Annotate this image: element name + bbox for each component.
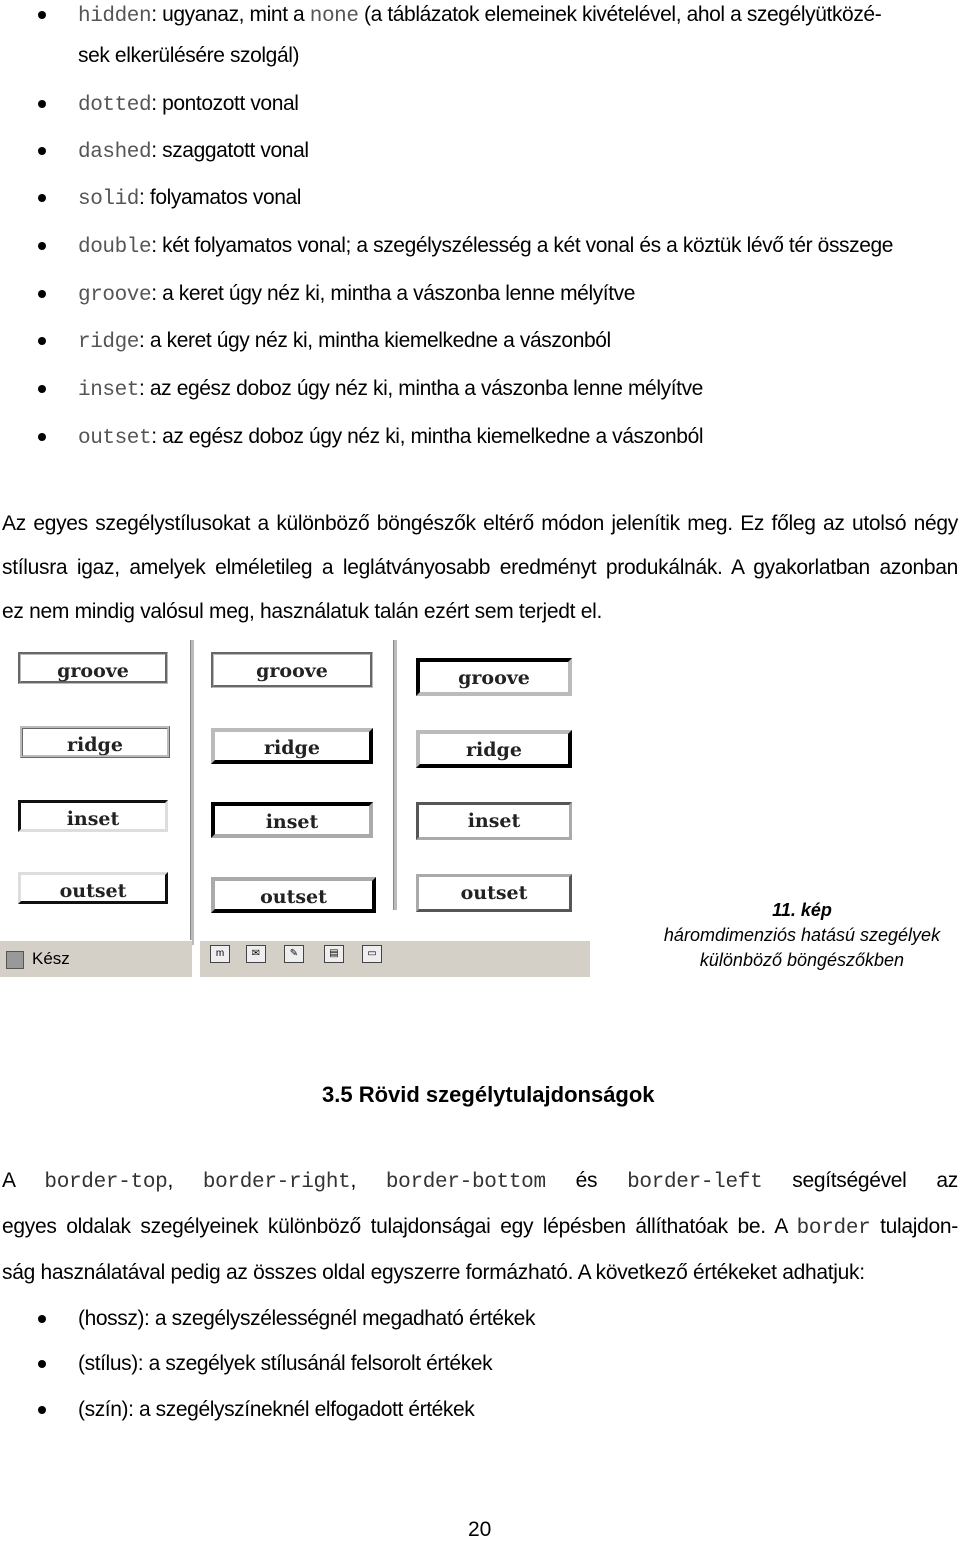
paragraph-line: stílusra igaz, amelyek elméletileg a leglátványosabb eredményt produkálnák. A gyakorlatban azonban (2, 556, 958, 579)
paragraph-line: Az egyes szegélystílusokat a különböző böngészők eltérő módon jelenítik meg. Ez főleg az utolsó négy (2, 512, 958, 535)
list-item: dotted: pontozott vonal (0, 89, 960, 119)
keyword-code: double (78, 236, 152, 259)
section-heading: 3.5 Rövid szegélytulajdonságok (322, 1082, 655, 1107)
list-item: outset: az egész doboz úgy néz ki, mintha kiemelkedne a vászonból (0, 422, 960, 452)
list-item-continuation: sek elkerülésére szolgál) (78, 44, 300, 67)
list-item: solid: folyamatos vonal (0, 183, 960, 213)
bullet-icon (38, 194, 46, 202)
inset-sample-box: inset (18, 800, 168, 832)
keyword-code: ridge (78, 331, 140, 354)
outset-sample-box: outset (416, 874, 572, 912)
bullet-icon (38, 1406, 46, 1414)
keyword-code: groove (78, 284, 152, 307)
keyword-code: dotted (78, 94, 152, 117)
inline-code: border-left (627, 1171, 763, 1194)
groove-sample-box: groove (416, 658, 572, 696)
inline-code: border-right (202, 1171, 351, 1194)
divider (190, 640, 194, 945)
bullet-icon (38, 147, 46, 155)
list-item: groove: a keret úgy néz ki, mintha a vászonba lenne mélyítve (0, 279, 960, 309)
page-number: 20 (468, 1518, 492, 1541)
outset-sample-box: outset (18, 872, 168, 904)
inline-code: border-bottom (385, 1171, 546, 1194)
groove-sample-box: groove (211, 652, 373, 688)
keyword-code: solid (78, 188, 140, 211)
browser-screenshot-figure (0, 640, 600, 980)
bullet-icon (38, 433, 46, 441)
keyword-code: dashed (78, 141, 152, 164)
ridge-sample-box: ridge (20, 726, 170, 758)
addressbook-icon: ▤ (324, 945, 344, 963)
list-item: (stílus): a szegélyek stílusánál felsorolt értékek (0, 1349, 960, 1379)
bullet-icon (38, 385, 46, 393)
inset-sample-box: inset (416, 802, 572, 840)
bullet-icon (38, 1315, 46, 1323)
paragraph-line: egyes oldalak szegélyeinek különböző tulajdonságai egy lépésben állíthatóak be. A border tulajdon- (2, 1215, 958, 1240)
list-item: dashed: szaggatott vonal (0, 136, 960, 166)
figure-caption: különböző böngészőkben (699, 950, 905, 970)
status-text: Kész (32, 949, 70, 968)
paragraph-line: ság használatával pedig az összes oldal egyszerre formázható. A következő értékeket adhatjuk: (2, 1261, 865, 1284)
paragraph-line: ez nem mindig valósul meg, használatuk talán ezért sem terjedt el. (2, 600, 603, 623)
outset-sample-box: outset (211, 877, 376, 913)
bullet-icon (38, 11, 46, 19)
list-item: hidden: ugyanaz, mint a none (a táblázatok elemeinek kivételével, ahol a szegélyütközé- (0, 0, 960, 30)
ridge-sample-box: ridge (416, 730, 572, 768)
status-bar (0, 940, 192, 977)
list-item: (szín): a szegélyszíneknél elfogadott értékek (0, 1395, 960, 1425)
mail-icon: ✉ (246, 945, 266, 963)
composer-icon: ✎ (284, 945, 304, 963)
bullet-icon (38, 337, 46, 345)
groove-sample-box: groove (18, 652, 168, 684)
inline-code: border-top (44, 1171, 168, 1194)
keyword-code: inset (78, 379, 140, 402)
list-item: ridge: a keret úgy néz ki, mintha kiemelkedne a vászonból (0, 326, 960, 356)
tray-icon: m (210, 945, 230, 963)
inline-code: border (796, 1217, 871, 1240)
figure-number: 11. kép (772, 900, 832, 920)
list-item: inset: az egész doboz úgy néz ki, mintha a vászonba lenne mélyítve (0, 374, 960, 404)
divider (393, 640, 397, 910)
keyword-code: none (309, 5, 359, 28)
bullet-icon (38, 100, 46, 108)
bullet-icon (38, 290, 46, 298)
bullet-icon (38, 242, 46, 250)
keyword-code: outset (78, 427, 152, 450)
ridge-sample-box: ridge (211, 728, 373, 764)
bullet-icon (38, 1360, 46, 1368)
list-item: (hossz): a szegélyszélességnél megadható értékek (0, 1304, 960, 1334)
figure-caption: háromdimenziós hatású szegélyek (663, 925, 941, 945)
page-icon (6, 951, 24, 969)
status-bar (200, 940, 590, 977)
keyword-code: hidden (78, 5, 152, 28)
inset-sample-box: inset (211, 802, 373, 838)
paragraph-line: A border-top, border-right, border-bottom és border-left segítségével az (2, 1169, 958, 1194)
page-icon: ▭ (362, 945, 382, 963)
list-item: double: két folyamatos vonal; a szegélyszélesség a két vonal és a köztük lévő tér összege (0, 231, 960, 261)
